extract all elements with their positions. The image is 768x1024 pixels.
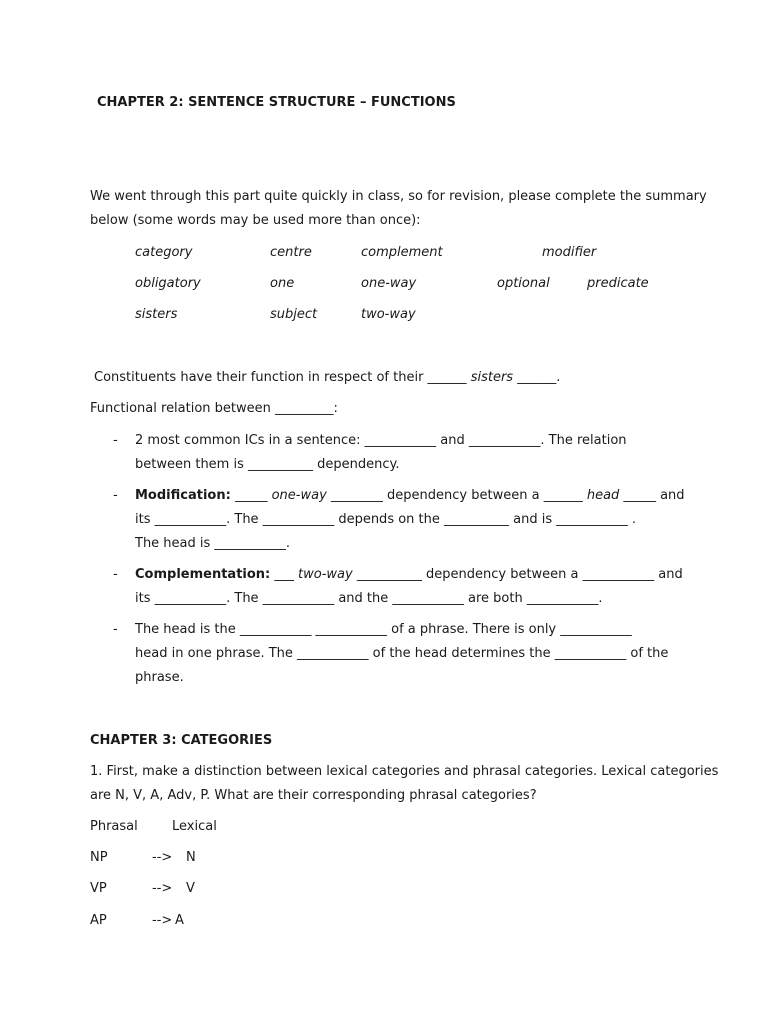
bullet-2-line-2: its ___________. The ___________ depends on the __________ and is ___________ . bbox=[135, 512, 637, 527]
bullet-4-line-3: phrase. bbox=[135, 670, 184, 685]
complementation-blank: ___ bbox=[274, 567, 294, 582]
constituents-answer: sisters bbox=[470, 370, 514, 385]
word-bank-item: category bbox=[135, 245, 193, 260]
bullet-4-line-2: head in one phrase. The ___________ of the head determines the ___________ of the bbox=[135, 646, 669, 661]
bullet-4-line-1: The head is the ___________ ___________ of a phrase. There is only ___________ bbox=[135, 622, 632, 637]
word-bank-item: optional bbox=[497, 276, 550, 291]
phrasal-cell: NP bbox=[90, 850, 108, 865]
word-bank-item: modifier bbox=[542, 245, 597, 260]
chapter-3-heading: CHAPTER 3: CATEGORIES bbox=[90, 733, 273, 748]
word-bank-item: one bbox=[270, 276, 295, 291]
phrasal-cell: AP bbox=[90, 913, 107, 928]
bullet-2-line-3: The head is ___________. bbox=[135, 536, 291, 551]
lexical-cell: V bbox=[186, 881, 195, 896]
word-bank-item: obligatory bbox=[135, 276, 201, 291]
question-1-line-2: are N, V, A, Adv, P. What are their corresponding phrasal categories? bbox=[90, 788, 537, 803]
phrasal-cell: VP bbox=[90, 881, 107, 896]
intro-line-1: We went through this part quite quickly in class, so for revision, please complete the summary bbox=[90, 189, 707, 204]
word-bank-item: predicate bbox=[587, 276, 649, 291]
chapter-2-heading: CHAPTER 2: SENTENCE STRUCTURE – FUNCTIONS bbox=[97, 95, 456, 110]
complementation-text: __________ dependency between a ___________ and bbox=[356, 567, 683, 582]
intro-line-2: below (some words may be used more than once): bbox=[90, 213, 421, 228]
word-bank-item: complement bbox=[361, 245, 443, 260]
word-bank-item: two-way bbox=[361, 307, 416, 322]
bullet-dash: - bbox=[113, 488, 118, 503]
modification-label: Modification: bbox=[135, 488, 231, 503]
bullet-dash: - bbox=[113, 567, 118, 582]
arrow-cell: --> bbox=[152, 881, 173, 896]
word-bank-item: one-way bbox=[361, 276, 417, 291]
word-bank-item: sisters bbox=[135, 307, 178, 322]
modification-text: ________ dependency between a ______ bbox=[330, 488, 583, 503]
lexical-cell: N bbox=[186, 850, 196, 865]
modification-text-end: _____ and bbox=[623, 488, 685, 503]
bullet-dash: - bbox=[113, 433, 118, 448]
bullet-3-line-1 bbox=[135, 567, 683, 582]
bullet-2-line-1 bbox=[135, 488, 685, 503]
modification-answer-2: head bbox=[586, 488, 620, 503]
bullet-dash: - bbox=[113, 622, 118, 637]
arrow-cell: --> bbox=[152, 850, 173, 865]
lexical-cell: A bbox=[175, 913, 184, 928]
table-header-lexical: Lexical bbox=[172, 819, 217, 834]
constituents-line bbox=[94, 370, 560, 385]
table-header-phrasal: Phrasal bbox=[90, 819, 138, 834]
word-bank-item: subject bbox=[270, 307, 318, 322]
constituents-post: ______. bbox=[517, 370, 561, 385]
modification-answer-1: one-way bbox=[271, 488, 327, 503]
complementation-label: Complementation: bbox=[135, 567, 271, 582]
word-bank-item: centre bbox=[270, 245, 312, 260]
complementation-answer: two-way bbox=[298, 567, 353, 582]
question-1-line-1: 1. First, make a distinction between lexical categories and phrasal categories. Lexical categories bbox=[90, 764, 719, 779]
arrow-cell: --> bbox=[152, 913, 173, 928]
bullet-3-line-2: its ___________. The ___________ and the ___________ are both ___________. bbox=[135, 591, 603, 606]
bullet-1-line-1: 2 most common ICs in a sentence: ___________ and ___________. The relation bbox=[135, 433, 627, 448]
constituents-pre: Constituents have their function in respect of their ______ bbox=[94, 370, 467, 385]
modification-blank: _____ bbox=[234, 488, 268, 503]
functional-relation-line: Functional relation between _________: bbox=[90, 401, 338, 416]
bullet-1-line-2: between them is __________ dependency. bbox=[135, 457, 400, 472]
